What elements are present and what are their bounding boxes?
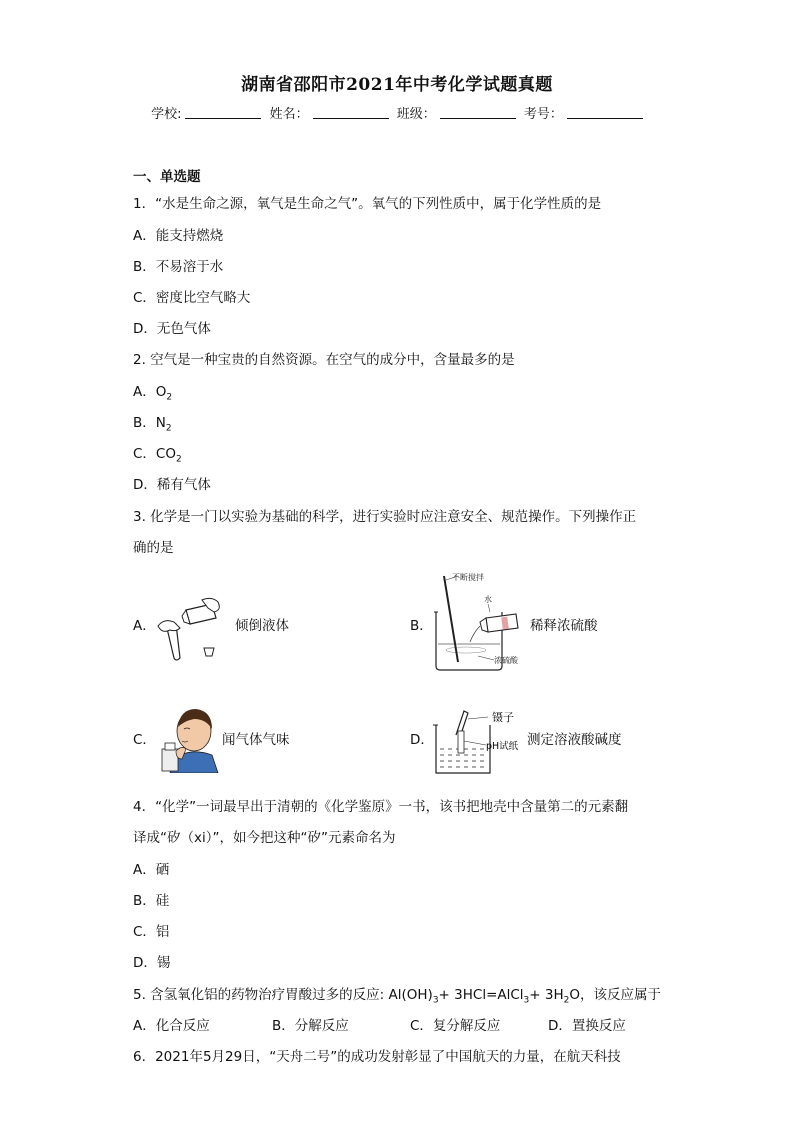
class-label: 班级： [396, 107, 436, 122]
q5-option-d: D．置换反应 [548, 1018, 626, 1034]
page-title: 湖南省邵阳市2021年中考化学试题真题 [241, 75, 553, 95]
school-label: 学校: [151, 107, 182, 122]
dilute-acid-figure [428, 570, 528, 675]
exam-number-label: 考号： [523, 107, 563, 122]
q1-option-a: A．能支持燃烧 [133, 228, 224, 244]
q4-option-c: C．铝 [133, 924, 170, 940]
ph-paper-label: pH试纸 [486, 741, 519, 752]
q2-option-d: D．稀有气体 [133, 477, 211, 493]
name-label: 姓名： [269, 107, 309, 122]
class-blank [440, 117, 516, 119]
q2-option-c: C．$CO_2$ [133, 446, 182, 465]
student-info-line [0, 103, 794, 122]
conc-acid-label: 浓硫酸 [494, 656, 518, 665]
q5-stem: 5. 含氢氧化铝的药物治疗胃酸过多的反应: $Al(OH)_3+$ 3HCl=AlCl$_3$+ $3H_2O$，该反应属于 [133, 987, 661, 1006]
q1-stem: 1．“水是生命之源，氧气是生命之气”。氧气的下列性质中，属于化学性质的是 [133, 196, 602, 212]
q2-option-b: B．$N_2$ [133, 415, 172, 434]
q3-option-a-caption: 倾倒液体 [235, 618, 289, 634]
q5-option-b: B．分解反应 [272, 1018, 349, 1034]
name-blank [313, 117, 389, 119]
tweezers-label: 镊子 [492, 711, 514, 724]
q3-stem-line1: 3. 化学是一门以实验为基础的科学，进行实验时应注意安全、规范操作。下列操作正 [133, 509, 637, 525]
smelling-gas-figure [160, 703, 220, 773]
q4-stem-line1: 4．“化学”一词最早出于清朝的《化学鉴原》一书，该书把地壳中含量第二的元素翻 [133, 799, 629, 815]
q3-option-b-letter: B． [410, 618, 433, 634]
stir-label: 不断搅拌 [452, 573, 484, 582]
q3-option-b-caption: 稀释浓硫酸 [530, 618, 598, 634]
q4-option-a: A．硒 [133, 862, 170, 878]
water-label: 水 [484, 595, 492, 604]
q1-option-b: B．不易溶于水 [133, 259, 224, 275]
q3-option-d-caption: 测定溶液酸碱度 [527, 732, 622, 748]
q3-option-d-letter: D． [410, 732, 434, 748]
q5-option-c: C．复分解反应 [410, 1018, 501, 1034]
q6-stem: 6．2021年5月29日，“天舟二号”的成功发射彰显了中国航天的力量，在航天科技 [133, 1049, 621, 1065]
q4-option-b: B．硅 [133, 893, 170, 909]
q4-stem-line2: 译成“矽（xi）”，如今把这种“矽”元素命名为 [133, 830, 396, 846]
q1-option-d: D．无色气体 [133, 321, 211, 337]
q3-option-c-letter: C． [133, 732, 156, 748]
section-title: 一、单选题 [133, 169, 201, 185]
ph-test-figure [430, 705, 526, 777]
exam-number-blank [567, 117, 643, 119]
q3-option-c-caption: 闻气体气味 [222, 732, 290, 748]
q5-option-a: A．化合反应 [133, 1018, 210, 1034]
q3-option-a-letter: A． [133, 618, 156, 634]
q4-option-d: D．锡 [133, 955, 171, 971]
q3-stem-line2: 确的是 [133, 540, 174, 556]
pouring-liquid-figure [152, 596, 230, 662]
q1-option-c: C．密度比空气略大 [133, 290, 251, 306]
q2-option-a: A．$O_2$ [133, 384, 173, 403]
q2-stem: 2. 空气是一种宝贵的自然资源。在空气的成分中，含量最多的是 [133, 352, 515, 368]
school-blank [185, 117, 261, 119]
